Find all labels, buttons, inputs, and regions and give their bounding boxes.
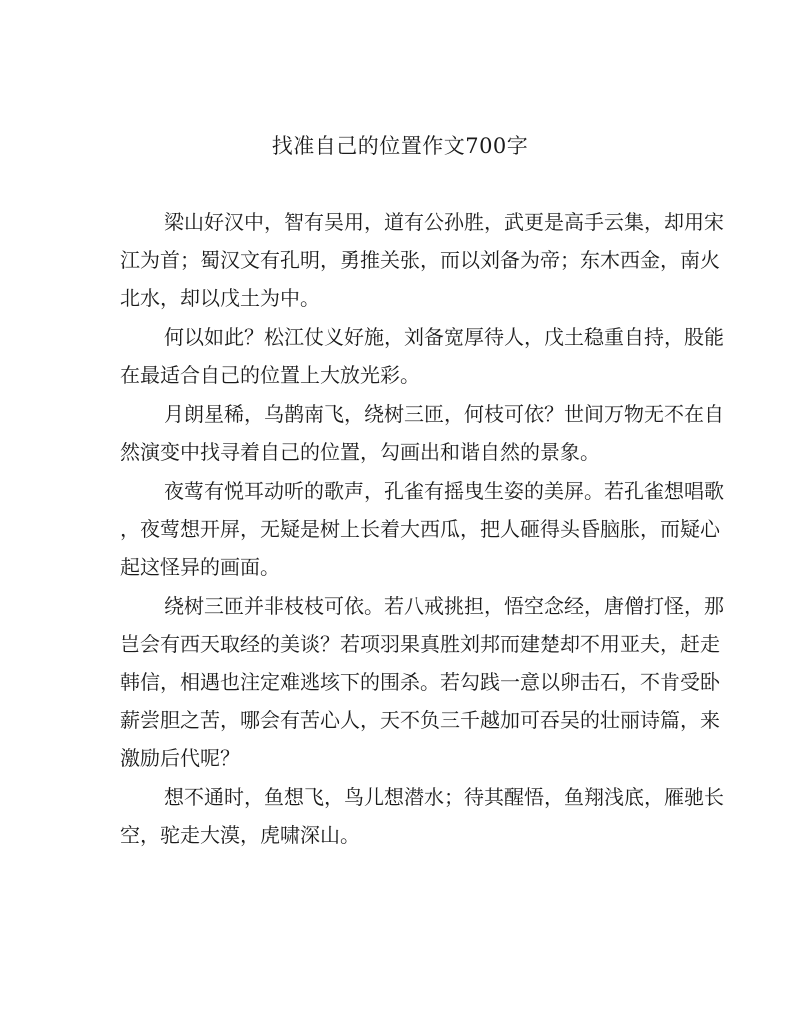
text-line: 何以如此？松江仗义好施，刘备宽厚待人，戊土稳重自持，股能: [164, 325, 724, 349]
text-line: 北水，却以戊土为中。: [120, 286, 320, 310]
paragraph: [120, 587, 724, 777]
text-line: ，夜莺想开屏，无疑是树上长着大西瓜，把人砸得头昏脑胀，而疑心: [120, 517, 720, 541]
text-line: 空，驼走大漠，虎啸深山。: [120, 823, 360, 847]
text-line: 韩信，相遇也注定难逃垓下的围杀。若勾践一意以卵击石，不肯受卧: [120, 670, 720, 694]
paragraph: [120, 472, 724, 586]
text-line: 激励后代呢？: [120, 746, 240, 770]
text-line: 薪尝胆之苦，哪会有苦心人，天不负三千越加可吞吴的壮丽诗篇，来: [120, 708, 720, 732]
text-line: 绕树三匝并非枝枝可依。若八戒挑担，悟空念经，唐僧打怪，那: [164, 594, 724, 618]
text-line: 想不通时，鱼想飞，鸟儿想潜水；待其醒悟，鱼翔浅底，雁驰长: [164, 785, 724, 809]
paragraph: [120, 203, 724, 317]
paragraph: [120, 318, 724, 394]
text-line: 然演变中找寻着自己的位置，勾画出和谐自然的景象。: [120, 440, 600, 464]
paragraph: [120, 778, 724, 854]
text-line: 夜莺有悦耳动听的歌声，孔雀有摇曳生姿的美屏。若孔雀想唱歌: [164, 479, 724, 503]
text-line: 江为首；蜀汉文有孔明，勇推关张，而以刘备为帝；东木西金，南火: [120, 248, 720, 272]
article-body: [120, 203, 724, 855]
text-line: 月朗星稀，乌鹊南飞，绕树三匝，何枝可依？世间万物无不在自: [164, 402, 724, 426]
text-line: 梁山好汉中，智有吴用，道有公孙胜，武更是高手云集，却用宋: [164, 210, 724, 234]
page-title: 找准自己的位置作文700字: [271, 134, 529, 158]
paragraph: [120, 395, 724, 471]
text-line: 在最适合自己的位置上大放光彩。: [120, 363, 420, 387]
text-line: 岂会有西天取经的美谈？若项羽果真胜刘邦而建楚却不用亚夫，赶走: [120, 632, 720, 656]
text-line: 起这怪异的画面。: [120, 555, 280, 579]
